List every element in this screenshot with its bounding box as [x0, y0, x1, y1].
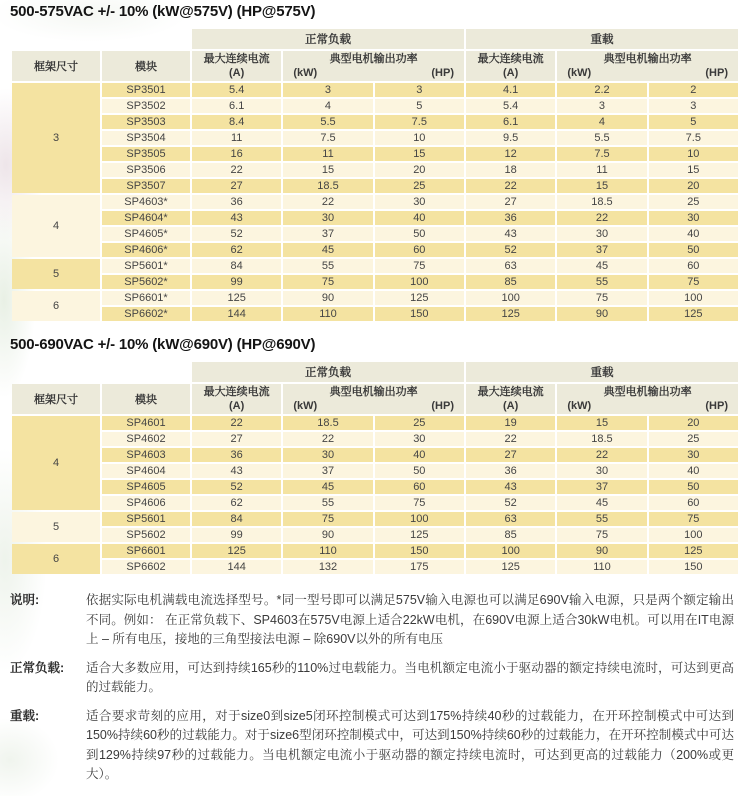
heavy-load-header: 重载 — [466, 29, 738, 49]
header-spacer — [12, 29, 190, 49]
hp-unit-label: (HP) — [705, 400, 728, 412]
value-cell: 144 — [192, 307, 281, 321]
heavy-load-header: 重载 — [466, 362, 738, 382]
value-cell: 60 — [375, 480, 464, 494]
table-row — [12, 131, 738, 145]
value-cell: 30 — [649, 211, 738, 225]
max-current-header: 最大连续电流 (A) — [192, 51, 281, 81]
value-cell: 45 — [557, 259, 646, 273]
value-cell: 55 — [557, 512, 646, 526]
value-cell: 90 — [557, 307, 646, 321]
value-cell: 60 — [649, 496, 738, 510]
value-cell: 22 — [283, 432, 372, 446]
normal-load-header: 正常负载 — [192, 29, 464, 49]
value-cell: 5 — [375, 99, 464, 113]
value-cell: 30 — [283, 448, 372, 462]
value-cell: 30 — [375, 432, 464, 446]
value-cell: 15 — [649, 163, 738, 177]
note-heavy-load-label: 重载: — [10, 708, 40, 723]
table2-title: 500-690VAC +/- 10% (kW@690V) (HP@690V) — [10, 336, 316, 353]
value-cell: 30 — [649, 448, 738, 462]
value-cell: 50 — [375, 464, 464, 478]
value-cell: 100 — [375, 512, 464, 526]
table-row — [12, 195, 738, 209]
module-cell: SP4606 — [102, 496, 190, 510]
value-cell: 18.5 — [283, 179, 372, 193]
value-cell: 90 — [283, 528, 372, 542]
module-cell: SP3501 — [102, 83, 190, 97]
value-cell: 52 — [192, 480, 281, 494]
frame-size-header: 框架尺寸 — [12, 51, 100, 81]
value-cell: 62 — [192, 496, 281, 510]
value-cell: 55 — [557, 275, 646, 289]
module-cell: SP6602* — [102, 307, 190, 321]
value-cell: 100 — [466, 544, 555, 558]
value-cell: 75 — [375, 259, 464, 273]
frame-size-cell: 5 — [12, 259, 100, 289]
value-cell: 22 — [192, 163, 281, 177]
value-cell: 18.5 — [283, 416, 372, 430]
value-cell: 15 — [557, 179, 646, 193]
value-cell: 22 — [557, 211, 646, 225]
note-heavy-load-text: 适合要求苛刻的应用，对于size0到size5闭环控制模式可达到175%持续40秒的过载能力，在开环控制模式中可达到150%持续60秒的过载能力。对于size6型闭环控制模式中，可达到150%持续60秒的过载能力，在开环控制模式中可达到129%持续97秒的过载能力。当电机额定电流小于驱动器的额定持续电流时，可达到更高的过载能力（200%或更大）。 — [86, 708, 734, 781]
value-cell: 75 — [557, 291, 646, 305]
value-cell: 144 — [192, 560, 281, 574]
table-row — [12, 512, 738, 526]
value-cell: 63 — [466, 259, 555, 273]
value-cell: 10 — [375, 131, 464, 145]
value-cell: 3 — [557, 99, 646, 113]
module-cell: SP3503 — [102, 115, 190, 129]
value-cell: 25 — [649, 195, 738, 209]
value-cell: 110 — [557, 560, 646, 574]
module-cell: SP5601 — [102, 512, 190, 526]
value-cell: 43 — [192, 464, 281, 478]
value-cell: 99 — [192, 528, 281, 542]
value-cell: 15 — [557, 416, 646, 430]
value-cell: 7.5 — [649, 131, 738, 145]
value-cell: 11 — [557, 163, 646, 177]
module-cell: SP6602 — [102, 560, 190, 574]
value-cell: 85 — [466, 275, 555, 289]
table-row — [12, 275, 738, 289]
value-cell: 16 — [192, 147, 281, 161]
table-row — [12, 147, 738, 161]
value-cell: 4 — [283, 99, 372, 113]
value-cell: 45 — [557, 496, 646, 510]
value-cell: 5 — [649, 115, 738, 129]
value-cell: 132 — [283, 560, 372, 574]
value-cell: 37 — [557, 480, 646, 494]
notes-section — [0, 591, 750, 785]
table-row — [12, 179, 738, 193]
max-current-header: 最大连续电流 (A) — [192, 384, 281, 414]
value-cell: 22 — [557, 448, 646, 462]
value-cell: 125 — [192, 291, 281, 305]
module-cell: SP4603* — [102, 195, 190, 209]
value-cell: 84 — [192, 259, 281, 273]
table-row — [12, 464, 738, 478]
table-row — [12, 448, 738, 462]
value-cell: 18.5 — [557, 195, 646, 209]
value-cell: 43 — [466, 227, 555, 241]
table-row — [12, 416, 738, 430]
table-row — [12, 99, 738, 113]
kw-unit-label: (kW) — [293, 400, 318, 412]
module-cell: SP3504 — [102, 131, 190, 145]
value-cell: 50 — [375, 227, 464, 241]
table-row — [12, 83, 738, 97]
value-cell: 55 — [283, 259, 372, 273]
value-cell: 85 — [466, 528, 555, 542]
value-cell: 2.2 — [557, 83, 646, 97]
value-cell: 8.4 — [192, 115, 281, 129]
value-cell: 125 — [466, 560, 555, 574]
kw-unit-label: (kW) — [567, 67, 592, 79]
module-cell: SP4605 — [102, 480, 190, 494]
value-cell: 30 — [375, 195, 464, 209]
table-row — [12, 291, 738, 305]
value-cell: 75 — [649, 512, 738, 526]
value-cell: 125 — [375, 528, 464, 542]
value-cell: 19 — [466, 416, 555, 430]
value-cell: 4.1 — [466, 83, 555, 97]
value-cell: 7.5 — [375, 115, 464, 129]
note-normal-load-label: 正常负载: — [10, 660, 65, 675]
table-row — [12, 480, 738, 494]
module-cell: SP6601 — [102, 544, 190, 558]
value-cell: 30 — [283, 211, 372, 225]
value-cell: 11 — [192, 131, 281, 145]
hp-unit-label: (HP) — [431, 400, 454, 412]
hp-unit-label: (HP) — [705, 67, 728, 79]
frame-size-cell: 6 — [12, 291, 100, 321]
note-heavy-load — [10, 707, 742, 785]
value-cell: 52 — [466, 243, 555, 257]
note-normal-load — [10, 659, 742, 698]
value-cell: 40 — [649, 464, 738, 478]
frame-size-cell: 4 — [12, 416, 100, 510]
module-cell: SP3505 — [102, 147, 190, 161]
value-cell: 100 — [649, 291, 738, 305]
max-current-header: 最大连续电流 (A) — [466, 384, 555, 414]
value-cell: 100 — [649, 528, 738, 542]
value-cell: 12 — [466, 147, 555, 161]
header-spacer — [12, 362, 190, 382]
value-cell: 37 — [557, 243, 646, 257]
table-row — [12, 211, 738, 225]
value-cell: 22 — [466, 432, 555, 446]
value-cell: 40 — [375, 448, 464, 462]
table-row — [12, 115, 738, 129]
value-cell: 175 — [375, 560, 464, 574]
value-cell: 40 — [375, 211, 464, 225]
value-cell: 55 — [283, 496, 372, 510]
module-cell: SP4604* — [102, 211, 190, 225]
value-cell: 110 — [283, 307, 372, 321]
value-cell: 63 — [466, 512, 555, 526]
table-row — [12, 496, 738, 510]
module-cell: SP4605* — [102, 227, 190, 241]
value-cell: 6.1 — [466, 115, 555, 129]
motor-power-header: 典型电机输出功率 (kW) (HP) — [557, 384, 738, 414]
value-cell: 36 — [466, 464, 555, 478]
kw-unit-label: (kW) — [293, 67, 318, 79]
value-cell: 25 — [375, 416, 464, 430]
value-cell: 20 — [649, 179, 738, 193]
value-cell: 22 — [466, 179, 555, 193]
note-remark — [10, 591, 742, 650]
value-cell: 7.5 — [283, 131, 372, 145]
value-cell: 4 — [557, 115, 646, 129]
value-cell: 36 — [192, 448, 281, 462]
value-cell: 3 — [375, 83, 464, 97]
value-cell: 15 — [283, 163, 372, 177]
value-cell: 27 — [466, 448, 555, 462]
value-cell: 18.5 — [557, 432, 646, 446]
frame-size-cell: 4 — [12, 195, 100, 257]
value-cell: 5.5 — [283, 115, 372, 129]
module-cell: SP5601* — [102, 259, 190, 273]
value-cell: 3 — [283, 83, 372, 97]
value-cell: 10 — [649, 147, 738, 161]
value-cell: 60 — [375, 243, 464, 257]
value-cell: 125 — [375, 291, 464, 305]
value-cell: 27 — [192, 179, 281, 193]
note-remark-label: 说明: — [10, 593, 40, 607]
value-cell: 6.1 — [192, 99, 281, 113]
table-row — [12, 544, 738, 558]
value-cell: 99 — [192, 275, 281, 289]
value-cell: 43 — [192, 211, 281, 225]
table-row — [12, 243, 738, 257]
value-cell: 5.4 — [192, 83, 281, 97]
value-cell: 45 — [283, 243, 372, 257]
value-cell: 11 — [283, 147, 372, 161]
value-cell: 36 — [192, 195, 281, 209]
normal-load-header: 正常负载 — [192, 362, 464, 382]
value-cell: 125 — [192, 544, 281, 558]
module-cell: SP3506 — [102, 163, 190, 177]
value-cell: 52 — [192, 227, 281, 241]
value-cell: 15 — [375, 147, 464, 161]
module-cell: SP3502 — [102, 99, 190, 113]
table-row — [12, 307, 738, 321]
value-cell: 3 — [649, 99, 738, 113]
value-cell: 60 — [649, 259, 738, 273]
value-cell: 37 — [283, 464, 372, 478]
value-cell: 84 — [192, 512, 281, 526]
value-cell: 22 — [192, 416, 281, 430]
module-cell: SP4606* — [102, 243, 190, 257]
module-header: 模块 — [102, 51, 190, 81]
value-cell: 5.4 — [466, 99, 555, 113]
table1-title: 500-575VAC +/- 10% (kW@575V) (HP@575V) — [10, 3, 316, 20]
table-row — [12, 259, 738, 273]
value-cell: 90 — [283, 291, 372, 305]
value-cell: 18 — [466, 163, 555, 177]
value-cell: 25 — [649, 432, 738, 446]
value-cell: 20 — [649, 416, 738, 430]
module-cell: SP4601 — [102, 416, 190, 430]
value-cell: 25 — [375, 179, 464, 193]
value-cell: 50 — [649, 243, 738, 257]
value-cell: 36 — [466, 211, 555, 225]
kw-unit-label: (kW) — [567, 400, 592, 412]
value-cell: 27 — [466, 195, 555, 209]
table-row — [12, 528, 738, 542]
value-cell: 30 — [557, 464, 646, 478]
value-cell: 45 — [283, 480, 372, 494]
ratings-table-690v — [10, 360, 740, 576]
module-cell: SP3507 — [102, 179, 190, 193]
table-row — [12, 163, 738, 177]
ratings-table-575v — [10, 27, 740, 323]
value-cell: 7.5 — [557, 147, 646, 161]
motor-power-header: 典型电机输出功率 (kW) (HP) — [557, 51, 738, 81]
table-row — [12, 432, 738, 446]
motor-power-header: 典型电机输出功率 (kW) (HP) — [283, 384, 464, 414]
frame-size-cell: 6 — [12, 544, 100, 574]
frame-size-header: 框架尺寸 — [12, 384, 100, 414]
value-cell: 100 — [375, 275, 464, 289]
value-cell: 22 — [283, 195, 372, 209]
module-cell: SP5602 — [102, 528, 190, 542]
note-normal-load-text: 适合大多数应用，可达到持续165秒的110%过电载能力。当电机额定电流小于驱动器的额定持续电流时，可达到更高的过载能力。 — [86, 660, 734, 694]
value-cell: 5.5 — [557, 131, 646, 145]
value-cell: 62 — [192, 243, 281, 257]
table-row — [12, 560, 738, 574]
value-cell: 110 — [283, 544, 372, 558]
value-cell: 52 — [466, 496, 555, 510]
value-cell: 30 — [557, 227, 646, 241]
value-cell: 20 — [375, 163, 464, 177]
value-cell: 2 — [649, 83, 738, 97]
module-cell: SP4602 — [102, 432, 190, 446]
value-cell: 100 — [466, 291, 555, 305]
value-cell: 9.5 — [466, 131, 555, 145]
value-cell: 125 — [466, 307, 555, 321]
value-cell: 125 — [649, 307, 738, 321]
value-cell: 150 — [649, 560, 738, 574]
value-cell: 37 — [283, 227, 372, 241]
value-cell: 150 — [375, 307, 464, 321]
frame-size-cell: 5 — [12, 512, 100, 542]
note-remark-text: 依据实际电机满载电流选择型号。*同一型号即可以满足575V输入电源也可以满足690V输入电源，只是两个额定输出不同。例如： 在正常负载下、SP4603在575V电源上适合22kW电机，在690V电源上适合30kW电机。可以用在IT电源上 – 所有电压，接地的三角型接法电源 – 除690V以外的所有电压 — [86, 593, 734, 646]
max-current-header: 最大连续电流 (A) — [466, 51, 555, 81]
value-cell: 90 — [557, 544, 646, 558]
frame-size-cell: 3 — [12, 83, 100, 193]
value-cell: 150 — [375, 544, 464, 558]
motor-power-header: 典型电机输出功率 (kW) (HP) — [283, 51, 464, 81]
value-cell: 27 — [192, 432, 281, 446]
value-cell: 75 — [649, 275, 738, 289]
value-cell: 75 — [375, 496, 464, 510]
module-cell: SP6601* — [102, 291, 190, 305]
value-cell: 40 — [649, 227, 738, 241]
value-cell: 75 — [283, 512, 372, 526]
module-cell: SP5602* — [102, 275, 190, 289]
module-cell: SP4603 — [102, 448, 190, 462]
value-cell: 75 — [557, 528, 646, 542]
module-header: 模块 — [102, 384, 190, 414]
hp-unit-label: (HP) — [431, 67, 454, 79]
value-cell: 125 — [649, 544, 738, 558]
value-cell: 43 — [466, 480, 555, 494]
module-cell: SP4604 — [102, 464, 190, 478]
value-cell: 50 — [649, 480, 738, 494]
value-cell: 75 — [283, 275, 372, 289]
table-row — [12, 227, 738, 241]
